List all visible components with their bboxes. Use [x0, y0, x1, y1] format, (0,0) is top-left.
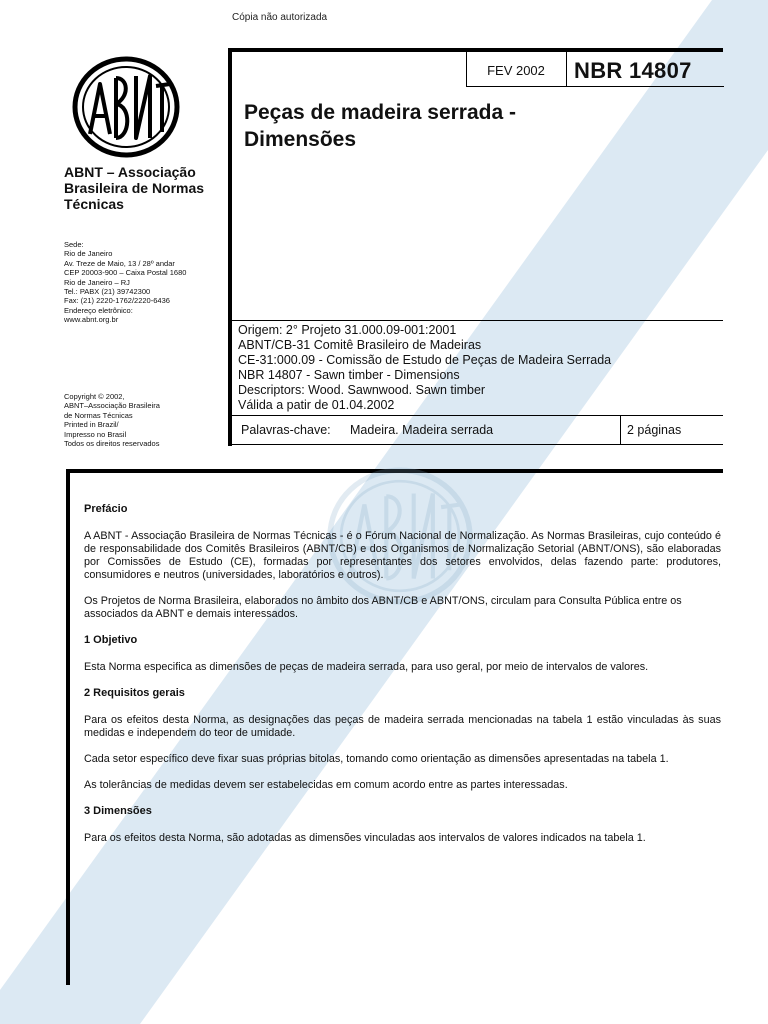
document-title — [244, 99, 684, 153]
meta-line: Origem: 2° Projeto 31.000.09-001:2001 — [238, 323, 457, 337]
copy-notice: Cópia não autorizada — [232, 12, 328, 23]
metadata-block — [238, 323, 611, 413]
address-line: Fax: (21) 2220-1762/2220-6436 — [64, 296, 170, 306]
address-line: Sede: — [64, 240, 84, 249]
address-block — [64, 240, 224, 325]
page-count: 2 páginas — [627, 423, 682, 437]
copyright-line: Todos os direitos reservados — [64, 439, 160, 449]
publication-date: FEV 2002 — [487, 63, 545, 78]
meta-line: Válida a patir de 01.04.2002 — [238, 398, 395, 412]
prefacio-paragraph: A ABNT - Associação Brasileira de Normas Técnicas - é o Fórum Nacional de Normalização. As Normas Brasileiras, cujo conteúdo é de responsabilidade dos Comitês Brasileiros (ABNT/CB) e dos Organismos de Normalização Setorial (ABNT/ONS), são elaboradas por Comissões de Estudo (CE), formadas por representantes dos setores envolvidos, delas fazendo parte: produtores, consumidores e neutros (universidades, laboratórios e outros). — [84, 530, 721, 581]
copyright-line: Impresso no Brasil — [64, 429, 127, 439]
prefacio-paragraph: Os Projetos de Norma Brasileira, elaborados no âmbito dos ABNT/CB e ABNT/ONS, circulam para Consulta Pública entre os associados da ABNT e demais interessados. — [84, 595, 682, 620]
address-line: Tel.: PABX (21) 39742300 — [64, 287, 151, 297]
copyright-block — [64, 392, 224, 448]
keywords-label: Palavras-chave: — [241, 423, 331, 437]
copyright-line: Printed in Brazil/ — [64, 420, 119, 430]
section-3-heading: 3 Dimensões — [84, 805, 152, 817]
address-line: Endereço eletrônico: — [64, 305, 133, 315]
address-line: CEP 20003-900 – Caixa Postal 1680 — [64, 268, 187, 278]
meta-separator — [232, 320, 723, 321]
address-line: Rio de Janeiro — [64, 249, 113, 259]
title-line: Peças de madeira serrada - — [244, 101, 516, 124]
organization-name: ABNT – Associação Brasileira de Normas Técnicas — [64, 164, 205, 212]
logo-text: ABNT — [123, 111, 129, 113]
body-left-rule — [66, 469, 70, 985]
copyright-line: Copyright © 2002, — [64, 392, 125, 401]
address-line: Rio de Janeiro – RJ — [64, 277, 130, 287]
document-body — [84, 503, 721, 858]
copyright-line: de Normas Técnicas — [64, 410, 133, 420]
section-3-paragraph: Para os efeitos desta Norma, são adotadas as dimensões vinculadas aos intervalos de valores indicados na tabela 1. — [84, 832, 646, 844]
prefacio-heading: Prefácio — [84, 503, 128, 515]
address-line: Av. Treze de Maio, 13 / 28º andar — [64, 258, 175, 268]
meta-line: Descriptors: Wood. Sawnwood. Sawn timber — [238, 383, 486, 397]
section-2-paragraph: As tolerâncias de medidas devem ser estabelecidas em comum acordo entre as partes interessadas. — [84, 779, 568, 791]
keywords-value: Madeira. Madeira serrada — [350, 423, 494, 437]
section-2-paragraph: Para os efeitos desta Norma, as designações das peças de madeira serrada mencionadas na tabela 1 estão vinculadas às suas medidas e independem do teor de umidade. — [84, 714, 721, 739]
section-2-paragraph: Cada setor específico deve fixar suas próprias bitolas, tomando como orientação as dimensões apresentadas na tabela 1. — [84, 753, 669, 765]
header-left-rule — [228, 48, 232, 446]
copyright-line: ABNT–Associação Brasileira — [64, 401, 160, 411]
meta-line: ABNT/CB-31 Comitê Brasileiro de Madeiras — [238, 338, 482, 352]
meta-line: CE-31:000.09 - Comissão de Estudo de Peças de Madeira Serrada — [238, 353, 612, 367]
section-1-paragraph: Esta Norma especifica as dimensões de peças de madeira serrada, para uso geral, por meio de intervalos de valores. — [84, 661, 649, 673]
section-1-heading: 1 Objetivo — [84, 634, 138, 646]
meta-line: NBR 14807 - Sawn timber - Dimensions — [238, 368, 460, 382]
pages-divider — [620, 416, 621, 444]
section-2-heading: 2 Requisitos gerais — [84, 687, 185, 699]
standard-code: NBR 14807 — [574, 58, 692, 83]
title-line: Dimensões — [244, 128, 357, 151]
address-line: www.abnt.org.br — [64, 315, 119, 325]
abnt-logo — [72, 56, 180, 158]
